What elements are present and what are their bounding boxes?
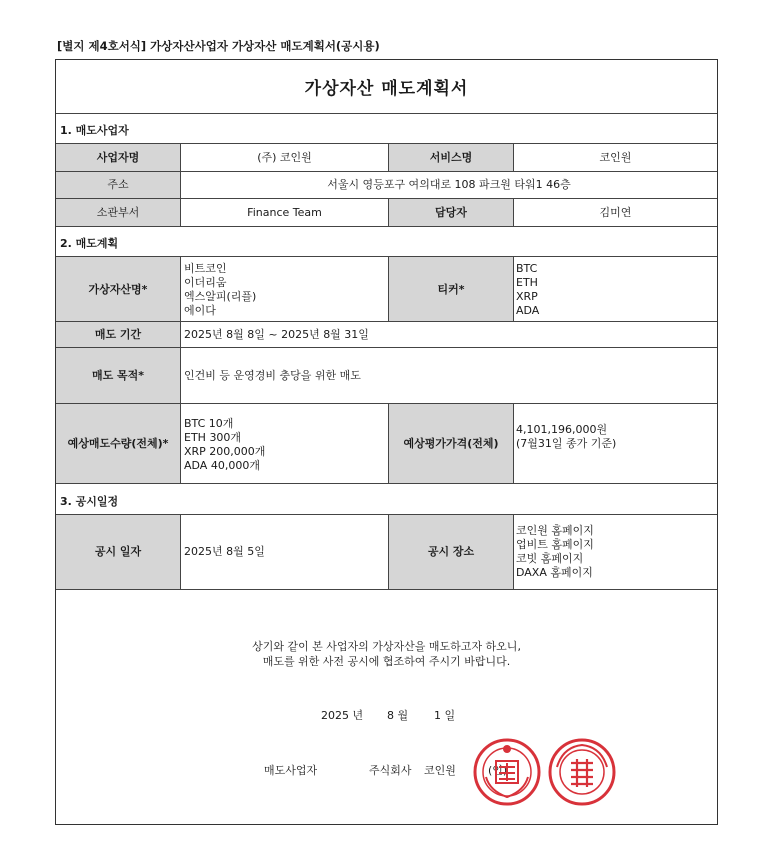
seal-mark: (인) — [488, 764, 508, 777]
purpose-label: 매도 목적* — [91, 369, 145, 382]
rule — [56, 171, 717, 172]
rule — [56, 347, 717, 348]
value-amount: 4,101,196,000원 — [516, 423, 608, 436]
quantity-item: BTC 10개 — [184, 417, 234, 430]
rule — [56, 403, 717, 404]
statement-line-2: 매도를 위한 사전 공시에 협조하여 주시기 바랍니다. — [262, 655, 511, 668]
ticker-label: 티커* — [437, 283, 465, 296]
statement-line-1: 상기와 같이 본 사업자의 가상자산을 매도하고자 하오니, — [252, 640, 521, 653]
date-value: 2025년 8월 5일 — [184, 545, 265, 558]
rule — [56, 198, 717, 199]
rule — [56, 113, 717, 114]
asset-name-item: 에이다 — [184, 304, 216, 317]
rule — [56, 321, 717, 322]
ticker-item: XRP — [516, 290, 538, 303]
address-value: 서울시 영등포구 여의대로 108 파크원 타워1 46층 — [327, 178, 571, 191]
place-label: 공시 장소 — [427, 545, 475, 558]
rule — [56, 483, 717, 484]
asset-name-item: 비트코인 — [184, 262, 227, 275]
company-name: 코인원 — [424, 764, 456, 777]
business-name-label: 사업자명 — [96, 151, 140, 164]
rule — [56, 514, 717, 515]
document-title: 가상자산 매도계획서 — [304, 79, 469, 99]
rule — [56, 256, 717, 257]
quantity-label: 예상매도수량(전체)* — [67, 437, 169, 450]
asset-name-label: 가상자산명* — [88, 283, 148, 296]
date-year: 2025 년 — [321, 709, 364, 722]
place-item: DAXA 홈페이지 — [516, 566, 593, 579]
date-day: 1 일 — [434, 709, 456, 722]
company-type: 주식회사 — [369, 764, 412, 777]
rule — [180, 256, 181, 483]
ticker-item: ADA — [516, 304, 540, 317]
company-seal-icon — [472, 737, 542, 807]
service-name-label: 서비스명 — [429, 151, 473, 164]
period-label: 매도 기간 — [94, 328, 142, 341]
manager-value: 김미연 — [599, 206, 632, 219]
place-item: 코빗 홈페이지 — [516, 552, 584, 565]
place-item: 업비트 홈페이지 — [516, 538, 594, 551]
section-heading-plan: 2. 매도계획 — [60, 237, 119, 250]
seller-label: 매도사업자 — [264, 764, 318, 777]
ticker-item: BTC — [516, 262, 538, 275]
rule — [56, 143, 717, 144]
section-heading-seller: 1. 매도사업자 — [60, 124, 129, 137]
rule — [56, 226, 717, 227]
rule — [56, 589, 717, 590]
department-label: 소관부서 — [96, 206, 140, 219]
rule — [513, 403, 514, 483]
purpose-value: 인건비 등 운영경비 충당을 위한 매도 — [184, 369, 361, 382]
date-label: 공시 일자 — [94, 545, 142, 558]
quantity-item: ETH 300개 — [184, 431, 242, 444]
rule — [180, 514, 181, 589]
value-basis: (7월31일 종가 기준) — [516, 437, 617, 450]
service-name-value: 코인원 — [599, 151, 632, 164]
rule — [513, 256, 514, 321]
asset-name-item: 이더리움 — [184, 276, 227, 289]
date-month: 8 월 — [387, 709, 409, 722]
address-label: 주소 — [107, 178, 129, 191]
business-name-value: (주) 코인원 — [257, 151, 312, 164]
asset-name-item: 엑스알피(리플) — [184, 290, 257, 303]
rule — [513, 514, 514, 589]
manager-label: 담당자 — [435, 206, 467, 219]
department-value: Finance Team — [247, 206, 322, 219]
period-value: 2025년 8월 8일 ~ 2025년 8월 31일 — [184, 328, 369, 341]
quantity-item: XRP 200,000개 — [184, 445, 266, 458]
representative-seal-icon — [547, 737, 617, 807]
value-label: 예상평가가격(전체) — [403, 437, 499, 450]
section-heading-schedule: 3. 공시일정 — [60, 495, 119, 508]
place-item: 코인원 홈페이지 — [516, 524, 594, 537]
ticker-item: ETH — [516, 276, 538, 289]
quantity-item: ADA 40,000개 — [184, 459, 260, 472]
form-number-label: [별지 제4호서식] 가상자산사업자 가상자산 매도계획서(공시용) — [57, 39, 380, 53]
